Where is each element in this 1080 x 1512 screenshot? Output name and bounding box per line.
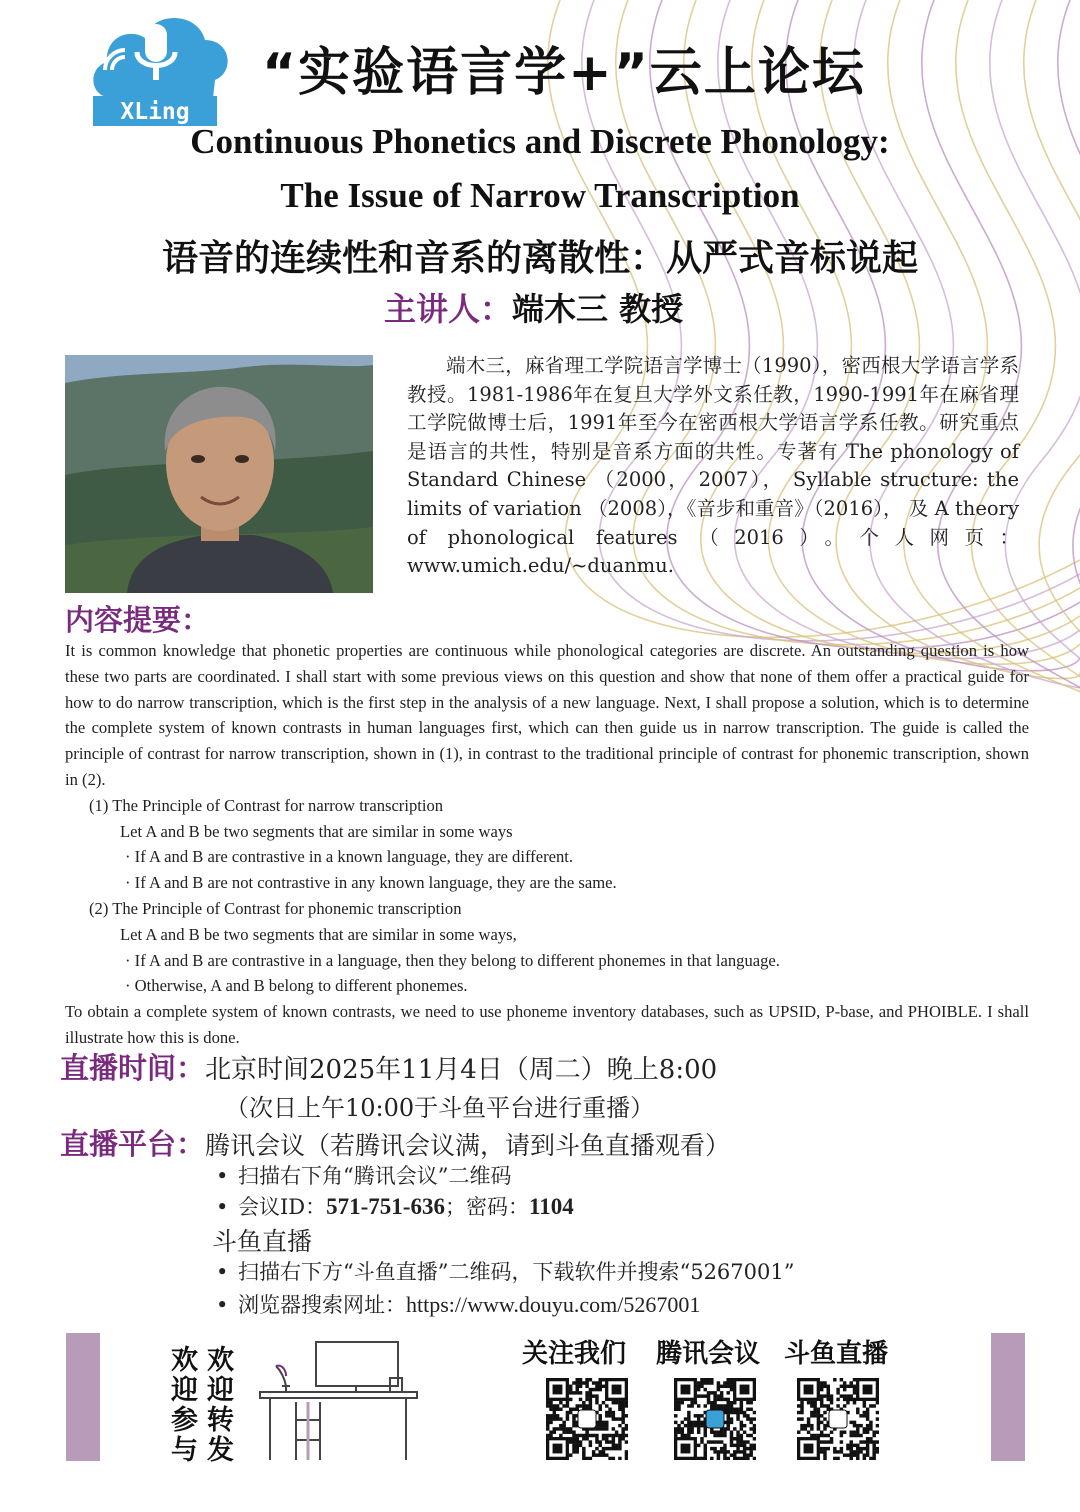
meeting-id-value: 571-751-636 (326, 1194, 445, 1219)
tencent-scan-text: 扫描右下角“腾讯会议”二维码 (238, 1164, 512, 1188)
platform-tencent: 腾讯会议（若腾讯会议满，请到斗鱼直播观看） (205, 1131, 731, 1160)
qr-code-douyu-live[interactable] (797, 1378, 879, 1460)
bullet-icon: • (216, 1195, 229, 1219)
speaker-bio: 端木三，麻省理工学院语言学博士（1990），密西根大学语言学系教授。1981-1986年在复旦大学外文系任教，1990-1991年在麻省理工学院做博士后，1991年至今在密西根大学语言学系任教。研究重点是语言的共性，特别是音系方面的共性。专著有 The phonology of Standard Chinese （2000， 2007）， Syllable structure: the limits of variation （2008），《音步和重音》（2016）， 及 A theory of phonological features （2016）。个人网页：www.umich.edu/~duanmu. (407, 354, 1019, 578)
replay-note: （次日上午10:00于斗鱼平台进行重播） (225, 1094, 655, 1122)
principle-1-point-a: · If A and B are contrastive in a known language, they are different. (125, 847, 574, 867)
abstract-intro: It is common knowledge that phonetic properties are continuous while phonological categories are discrete. An outstanding question is how these two parts are coordinated. I shall start with some previous views on this question and show that none of them offer a practical guide for how to do narrow transcription, which is the first step in the analysis of a new language. Next, I shall propose a solution, which is to determine the complete system of known contrasts in human languages first, which can then guide us in narrow transcription. The guide is called the principle of contrast for narrow transcription, shown in (1), in contrast to the traditional principle of contrast for phonemic transcription, shown in (2). (65, 641, 1029, 789)
abstract-outro: To obtain a complete system of known contrasts, we need to use phoneme inventory databases, such as UPSID, P-base, and PHOIBLE. I shall illustrate how this is done. (65, 1002, 1029, 1047)
talk-title-cn: 语音的连续性和音系的离散性：从严式音标说起 (161, 237, 918, 279)
desk-illustration (256, 1340, 421, 1462)
qr-code-tencent-meeting[interactable] (674, 1378, 756, 1460)
password-label: 密码： (465, 1195, 529, 1219)
forum-title: “实验语言学+”云上论坛 (262, 43, 866, 103)
douyu-scan-text: 扫描右下方“斗鱼直播”二维码，下载软件并搜索“5267001” (238, 1260, 795, 1284)
follow-us-label: 关注我们 (522, 1339, 627, 1369)
speaker-label: 主讲人： (384, 290, 513, 328)
tencent-meeting-label: 腾讯会议 (656, 1339, 761, 1369)
talk-title-en-line2: The Issue of Narrow Transcription (280, 176, 800, 215)
abstract-heading: 内容提要： (65, 603, 211, 637)
douyu-live-label: 斗鱼直播 (784, 1339, 889, 1369)
principle-1-title: (1) The Principle of Contrast for narrow transcription (89, 795, 444, 815)
wave-line (854, 0, 1080, 688)
meeting-id-label: 会议ID： (238, 1195, 327, 1219)
principle-2-point-b: · Otherwise, A and B belong to different phonemes. (125, 976, 468, 996)
douyu-url-item (216, 1289, 700, 1319)
footer-bar-left (66, 1333, 100, 1461)
speaker-photo (65, 355, 373, 593)
welcome-join: 欢迎参与 (166, 1345, 197, 1465)
logo-text: XLing (120, 99, 190, 125)
live-time-label: 直播时间： (60, 1051, 206, 1085)
douyu-scan-item (216, 1256, 794, 1286)
password-value: 1104 (528, 1194, 574, 1219)
douyu-url-label: 浏览器搜索网址： (238, 1293, 406, 1317)
principle-2-point-a: · If A and B are contrastive in a language, then they belong to different phonemes in that language. (125, 950, 780, 970)
abstract-body (65, 638, 1029, 1051)
bullet-icon: • (216, 1164, 229, 1188)
welcome-share: 欢迎转发 (202, 1345, 233, 1465)
principle-2-title: (2) The Principle of Contrast for phonemic transcription (89, 898, 462, 918)
xling-logo (85, 6, 235, 128)
wave-line (888, 0, 1080, 700)
douyu-url[interactable]: https://www.douyu.com/5267001 (406, 1292, 701, 1317)
bullet-icon: • (216, 1293, 229, 1317)
meeting-id-item (216, 1191, 574, 1221)
speaker-line (384, 284, 683, 330)
douyu-heading: 斗鱼直播 (212, 1227, 313, 1256)
talk-title-en-line1: Continuous Phonetics and Discrete Phonology: (190, 122, 890, 161)
principle-2-let: Let A and B be two segments that are similar in some ways, (120, 924, 517, 944)
platform-line (60, 1122, 730, 1163)
live-time-line (60, 1046, 717, 1087)
meeting-id-separator: ； (444, 1195, 466, 1219)
tencent-scan-item (216, 1160, 511, 1190)
footer-bar-right (991, 1333, 1025, 1461)
platform-label: 直播平台： (60, 1127, 206, 1161)
principle-1-let: Let A and B be two segments that are similar in some ways (120, 821, 513, 841)
bullet-icon: • (216, 1260, 229, 1284)
qr-code-follow-us[interactable] (546, 1378, 628, 1460)
live-time-value: 北京时间2025年11月4日（周二）晚上8:00 (205, 1055, 718, 1085)
principle-1-point-b: · If A and B are not contrastive in any known language, they are the same. (125, 873, 617, 893)
speaker-name: 端木三 教授 (512, 290, 684, 328)
